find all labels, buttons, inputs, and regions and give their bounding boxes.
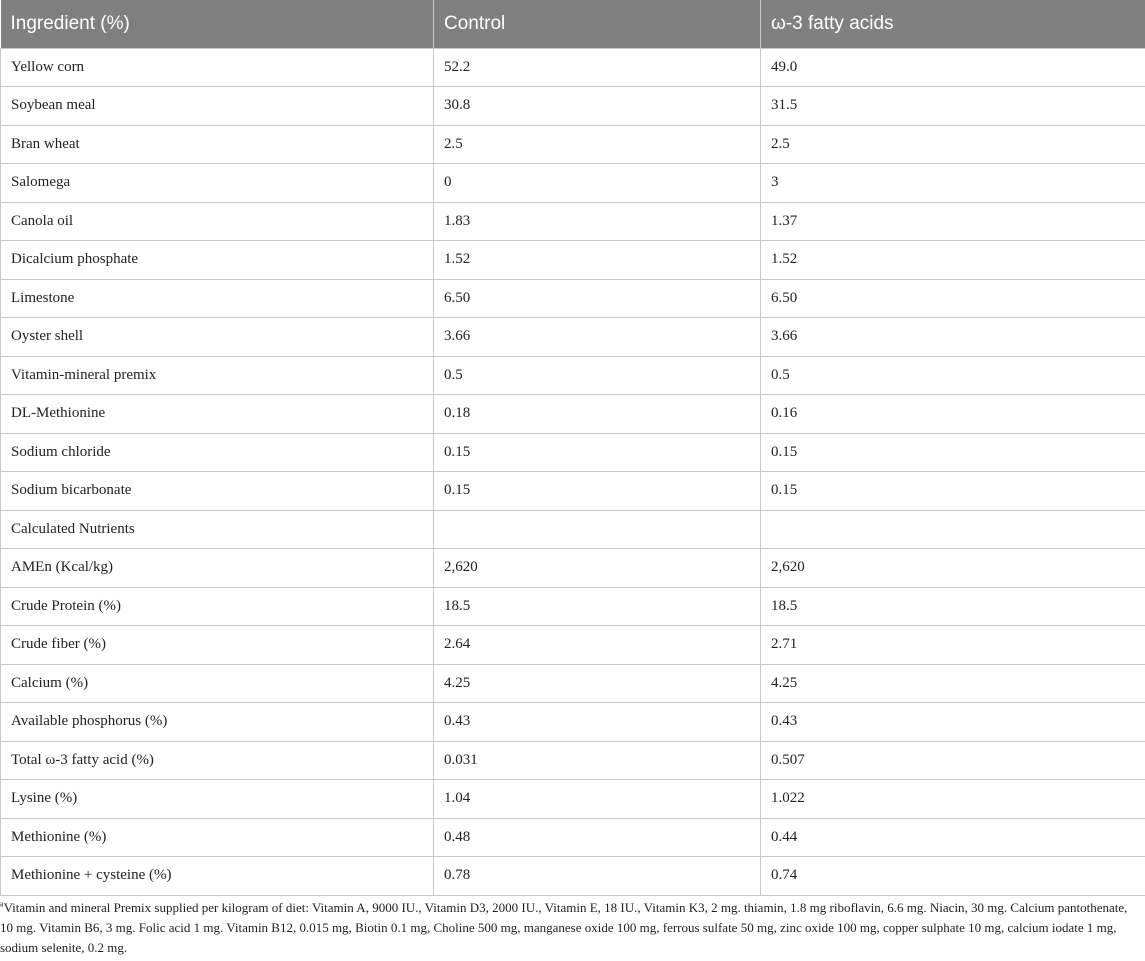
table-row	[1, 48, 1145, 87]
table-row	[1, 279, 1145, 318]
table-row	[1, 741, 1145, 780]
cell-ingredient: Crude Protein (%)	[1, 587, 434, 626]
cell-omega3: 0.15	[761, 472, 1145, 511]
table-row	[1, 433, 1145, 472]
table-row	[1, 780, 1145, 819]
cell-omega3: 31.5	[761, 87, 1145, 126]
table-row	[1, 626, 1145, 665]
cell-control: 4.25	[434, 664, 761, 703]
table-row	[1, 472, 1145, 511]
cell-ingredient: Lysine (%)	[1, 780, 434, 819]
cell-control: 0.15	[434, 472, 761, 511]
table-row	[1, 241, 1145, 280]
cell-control: 1.83	[434, 202, 761, 241]
cell-omega3: 0.16	[761, 395, 1145, 434]
cell-control: 3.66	[434, 318, 761, 357]
footnote-marker: a	[0, 899, 4, 909]
table-row	[1, 818, 1145, 857]
cell-ingredient: Canola oil	[1, 202, 434, 241]
cell-control: 1.04	[434, 780, 761, 819]
table-row	[1, 202, 1145, 241]
table-row	[1, 356, 1145, 395]
cell-ingredient: Soybean meal	[1, 87, 434, 126]
table-row	[1, 395, 1145, 434]
cell-ingredient: Salomega	[1, 164, 434, 203]
cell-omega3: 49.0	[761, 48, 1145, 87]
table-row	[1, 87, 1145, 126]
cell-control: 0.5	[434, 356, 761, 395]
cell-ingredient: Calculated Nutrients	[1, 510, 434, 549]
cell-ingredient: DL-Methionine	[1, 395, 434, 434]
cell-control: 52.2	[434, 48, 761, 87]
cell-omega3	[761, 510, 1145, 549]
cell-control: 1.52	[434, 241, 761, 280]
cell-omega3: 1.022	[761, 780, 1145, 819]
cell-omega3: 1.37	[761, 202, 1145, 241]
header-control: Control	[434, 0, 761, 48]
cell-control: 0.031	[434, 741, 761, 780]
table-row	[1, 664, 1145, 703]
cell-control: 2,620	[434, 549, 761, 588]
cell-omega3: 2.71	[761, 626, 1145, 665]
cell-omega3: 6.50	[761, 279, 1145, 318]
table-header	[1, 0, 1145, 48]
cell-control: 2.5	[434, 125, 761, 164]
header-omega3: ω-3 fatty acids	[761, 0, 1145, 48]
table-row	[1, 703, 1145, 742]
cell-ingredient: Total ω-3 fatty acid (%)	[1, 741, 434, 780]
cell-control: 0.48	[434, 818, 761, 857]
cell-ingredient: Dicalcium phosphate	[1, 241, 434, 280]
cell-ingredient: Available phosphorus (%)	[1, 703, 434, 742]
cell-ingredient: Methionine (%)	[1, 818, 434, 857]
cell-omega3: 3	[761, 164, 1145, 203]
cell-control: 0.78	[434, 857, 761, 896]
header-ingredient: Ingredient (%)	[1, 0, 434, 48]
cell-control: 6.50	[434, 279, 761, 318]
cell-control: 0.43	[434, 703, 761, 742]
cell-control: 30.8	[434, 87, 761, 126]
table-row	[1, 857, 1145, 896]
cell-ingredient: Yellow corn	[1, 48, 434, 87]
cell-control: 0.18	[434, 395, 761, 434]
table-row	[1, 549, 1145, 588]
table-row	[1, 164, 1145, 203]
cell-omega3: 4.25	[761, 664, 1145, 703]
header-row	[1, 0, 1145, 48]
cell-omega3: 0.43	[761, 703, 1145, 742]
cell-ingredient: Oyster shell	[1, 318, 434, 357]
cell-ingredient: Crude fiber (%)	[1, 626, 434, 665]
cell-control: 0	[434, 164, 761, 203]
cell-omega3: 2.5	[761, 125, 1145, 164]
cell-omega3: 0.15	[761, 433, 1145, 472]
cell-ingredient: Sodium bicarbonate	[1, 472, 434, 511]
table-row	[1, 125, 1145, 164]
cell-ingredient: Methionine + cysteine (%)	[1, 857, 434, 896]
cell-omega3: 2,620	[761, 549, 1145, 588]
cell-omega3: 0.507	[761, 741, 1145, 780]
cell-control: 0.15	[434, 433, 761, 472]
table-body	[1, 48, 1145, 895]
table-footnote	[0, 898, 1140, 958]
cell-ingredient: Calcium (%)	[1, 664, 434, 703]
table-row	[1, 510, 1145, 549]
table-row	[1, 318, 1145, 357]
cell-omega3: 0.74	[761, 857, 1145, 896]
cell-omega3: 3.66	[761, 318, 1145, 357]
cell-ingredient: AMEn (Kcal/kg)	[1, 549, 434, 588]
cell-omega3: 1.52	[761, 241, 1145, 280]
cell-omega3: 0.5	[761, 356, 1145, 395]
cell-omega3: 0.44	[761, 818, 1145, 857]
cell-ingredient: Vitamin-mineral premix	[1, 356, 434, 395]
footnote-text: Vitamin and mineral Premix supplied per kilogram of diet: Vitamin A, 9000 IU., Vitamin D3, 2000 IU., Vitamin E, 18 IU., Vitamin K3, 2 mg. thiamin, 1.8 mg riboflavin, 6.6 mg. Niacin, 30 mg. Calcium pantothenate, 10 mg. Vitamin B6, 3 mg. Folic acid 1 mg. Vitamin B12, 0.015 mg, Biotin 0.1 mg, Choline 500 mg, manganese oxide 100 mg, ferrous sulfate 50 mg, zinc oxide 100 mg, copper sulphate 10 mg, calcium iodate 1 mg, sodium selenite, 0.2 mg.	[0, 900, 1128, 955]
cell-ingredient: Sodium chloride	[1, 433, 434, 472]
cell-control: 2.64	[434, 626, 761, 665]
cell-control	[434, 510, 761, 549]
cell-ingredient: Limestone	[1, 279, 434, 318]
cell-omega3: 18.5	[761, 587, 1145, 626]
table-row	[1, 587, 1145, 626]
cell-control: 18.5	[434, 587, 761, 626]
cell-ingredient: Bran wheat	[1, 125, 434, 164]
